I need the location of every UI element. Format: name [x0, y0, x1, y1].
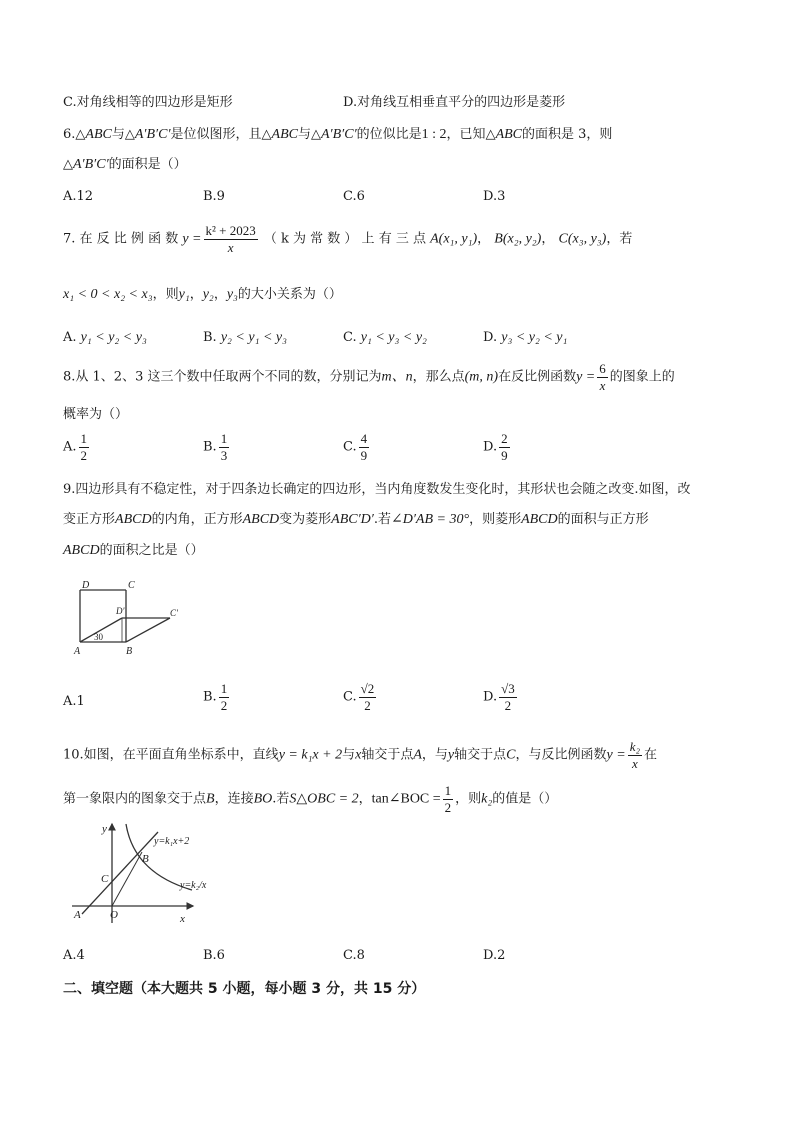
q6-line2: △A′B′C′的面积是（） — [63, 157, 187, 172]
q10-line2: 第一象限内的图象交于点B，连接BO.若S△OBC = 2，tan∠BOC = $\frac{1}{2}$ ，则k₂的值是（） — [63, 783, 558, 815]
q10-label-o: O — [110, 909, 118, 921]
q9-label-dprime: D' — [116, 606, 125, 616]
q9-label-b: B — [126, 646, 133, 657]
q9-figure — [70, 578, 190, 660]
q9-line2: 变正方形ABCD的内角，正方形ABCD变为菱形ABC′D′.若∠D′AB = 30°，则菱形ABCD的面积与正方形 — [63, 512, 649, 527]
q10-option-d: D.2 — [483, 948, 506, 963]
q10-label-y: y — [102, 823, 107, 835]
q10-label-x: x — [180, 913, 185, 925]
q9-option-c: C. $\frac{√2}{2}$ — [343, 681, 375, 713]
q10-segment-bo — [112, 852, 142, 906]
q10-fraction: $\frac{\text{k₂}}{x}$ — [629, 739, 640, 771]
q8-line1: 8.从 1、2、3 这三个数中任取两个不同的数，分别记为m、n，那么点(m, n)在反比例函数y = $\frac{6}{x}$ 的图象上的 — [63, 361, 675, 393]
section-2-heading: 二、填空题（本大题共 5 小题，每小题 3 分，共 15 分） — [63, 981, 426, 997]
q10-label-line: y=k₁x+2 — [154, 836, 190, 847]
q10-option-c: C.8 — [343, 948, 365, 963]
q9-label-d: D — [82, 580, 90, 591]
q10-line — [82, 832, 158, 914]
q8-option-d: D. $\frac{2}{9}$ — [483, 431, 508, 463]
q7-line2: x₁ < 0 < x₂ < x₃，则y₁，y₂，y₃的大小关系为（） — [63, 287, 342, 302]
q7-fraction: $\frac{\text{k² + 2023}}{x}$ — [205, 223, 256, 255]
q10-label-a: A — [74, 909, 81, 921]
q9-option-d: D. $\frac{√3}{2}$ — [483, 681, 515, 713]
q10-line1: 10.如图，在平面直角坐标系中，直线y = k₁x + 2与x轴交于点A，与y轴交于点C，与反比例函数y = $\frac{\text{k₂}}{x}$ 在 — [63, 739, 657, 771]
q8-line2: 概率为（） — [63, 407, 129, 422]
q6-option-a: A.12 — [63, 189, 94, 204]
q6-option-c: C.6 — [343, 189, 365, 204]
q6-line1: 6.△ABC与△A′B′C′是位似图形，且△ABC与△A′B′C′的位似比是1 : 2，已知△ABC的面积是 3，则 — [63, 127, 613, 142]
q7-option-d: D. y₃ < y₂ < y₁ — [483, 330, 568, 345]
q9-label-c: C — [128, 580, 135, 591]
q10-label-curve: y=k₂/x — [180, 880, 207, 891]
q8-option-b: B. $\frac{1}{3}$ — [203, 431, 228, 463]
q10-option-a: A.4 — [63, 948, 85, 963]
q9-line1: 9.四边形具有不稳定性，对于四条边长确定的四边形，当内角度数发生变化时，其形状也会随之改变.如图，改 — [63, 482, 691, 497]
q10-label-c: C — [101, 873, 109, 885]
q7-line1: 7. 在 反 比 例 函 数 y = $\frac{\text{k² + 2023}}{x}$ （ k 为 常 数 ） 上 有 三 点 A(x₁, y₁)， B(x₂, y₂)， C(x₃, y₃)，若 — [63, 223, 633, 255]
q5-option-d: D.对角线互相垂直平分的四边形是菱形 — [343, 95, 566, 110]
q9-angle-label: 30 — [94, 632, 103, 642]
q8-fraction: $\frac{6}{x}$ — [599, 361, 606, 393]
q9-label-cprime: C' — [170, 608, 178, 618]
q9-option-a: A.1 — [63, 694, 85, 709]
q9-label-a: A — [74, 646, 81, 657]
q10-label-b: B — [142, 853, 149, 865]
q9-option-b: B. $\frac{1}{2}$ — [203, 681, 228, 713]
q10-option-b: B.6 — [203, 948, 225, 963]
q8-option-c: C. $\frac{4}{9}$ — [343, 431, 368, 463]
q7-option-c: C. y₁ < y₃ < y₂ — [343, 330, 427, 345]
q5-option-c: C.对角线相等的四边形是矩形 — [63, 95, 233, 110]
q6-option-b: B.9 — [203, 189, 225, 204]
q9-line3: ABCD的面积之比是（） — [63, 543, 204, 558]
q8-option-a: A. $\frac{1}{2}$ — [63, 431, 88, 463]
q7-option-a: A. y₁ < y₂ < y₃ — [63, 330, 147, 345]
q7-option-b: B. y₂ < y₁ < y₃ — [203, 330, 287, 345]
q10-figure — [68, 818, 228, 928]
q6-option-d: D.3 — [483, 189, 506, 204]
